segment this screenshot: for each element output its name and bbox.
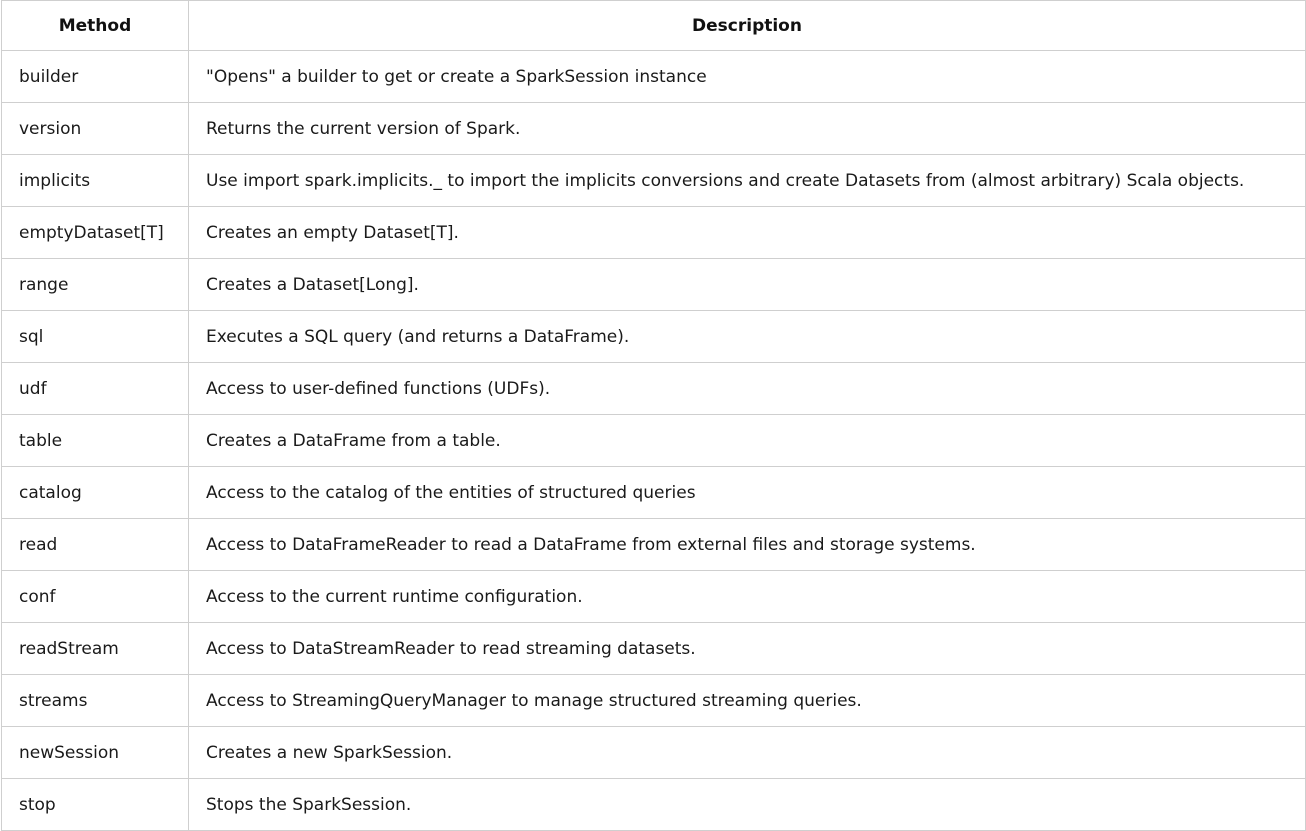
method-cell: catalog xyxy=(2,467,189,519)
method-cell: sql xyxy=(2,311,189,363)
description-cell: Access to the catalog of the entities of structured queries xyxy=(189,467,1306,519)
methods-table xyxy=(1,0,1306,831)
table-row xyxy=(2,155,1306,207)
method-cell: newSession xyxy=(2,727,189,779)
method-cell: streams xyxy=(2,675,189,727)
table-row xyxy=(2,363,1306,415)
description-cell: Access to DataStreamReader to read streaming datasets. xyxy=(189,623,1306,675)
description-cell: Creates a new SparkSession. xyxy=(189,727,1306,779)
method-cell: table xyxy=(2,415,189,467)
table-row xyxy=(2,779,1306,831)
table-row xyxy=(2,415,1306,467)
description-cell: Use import spark.implicits._ to import the implicits conversions and create Datasets from (almost arbitrary) Scala objects. xyxy=(189,155,1306,207)
description-cell: Access to StreamingQueryManager to manage structured streaming queries. xyxy=(189,675,1306,727)
table-row xyxy=(2,259,1306,311)
method-cell: range xyxy=(2,259,189,311)
description-cell: Executes a SQL query (and returns a DataFrame). xyxy=(189,311,1306,363)
description-cell: Access to the current runtime configuration. xyxy=(189,571,1306,623)
table-row xyxy=(2,727,1306,779)
description-cell: Stops the SparkSession. xyxy=(189,779,1306,831)
method-cell: udf xyxy=(2,363,189,415)
description-cell: "Opens" a builder to get or create a SparkSession instance xyxy=(189,51,1306,103)
method-cell: implicits xyxy=(2,155,189,207)
description-cell: Access to DataFrameReader to read a DataFrame from external files and storage systems. xyxy=(189,519,1306,571)
description-cell: Creates an empty Dataset[T]. xyxy=(189,207,1306,259)
description-cell: Creates a Dataset[Long]. xyxy=(189,259,1306,311)
table-row xyxy=(2,467,1306,519)
table-row xyxy=(2,571,1306,623)
table-row xyxy=(2,519,1306,571)
method-cell: version xyxy=(2,103,189,155)
table-row xyxy=(2,623,1306,675)
method-cell: readStream xyxy=(2,623,189,675)
description-cell: Creates a DataFrame from a table. xyxy=(189,415,1306,467)
table-row xyxy=(2,51,1306,103)
method-cell: builder xyxy=(2,51,189,103)
description-cell: Access to user-defined functions (UDFs). xyxy=(189,363,1306,415)
method-cell: read xyxy=(2,519,189,571)
table-row xyxy=(2,675,1306,727)
table-row xyxy=(2,207,1306,259)
method-cell: emptyDataset[T] xyxy=(2,207,189,259)
method-cell: stop xyxy=(2,779,189,831)
table-row xyxy=(2,103,1306,155)
description-column-header: Description xyxy=(189,1,1306,51)
method-column-header: Method xyxy=(2,1,189,51)
method-cell: conf xyxy=(2,571,189,623)
description-cell: Returns the current version of Spark. xyxy=(189,103,1306,155)
table-row xyxy=(2,311,1306,363)
table-header-row xyxy=(2,1,1306,51)
